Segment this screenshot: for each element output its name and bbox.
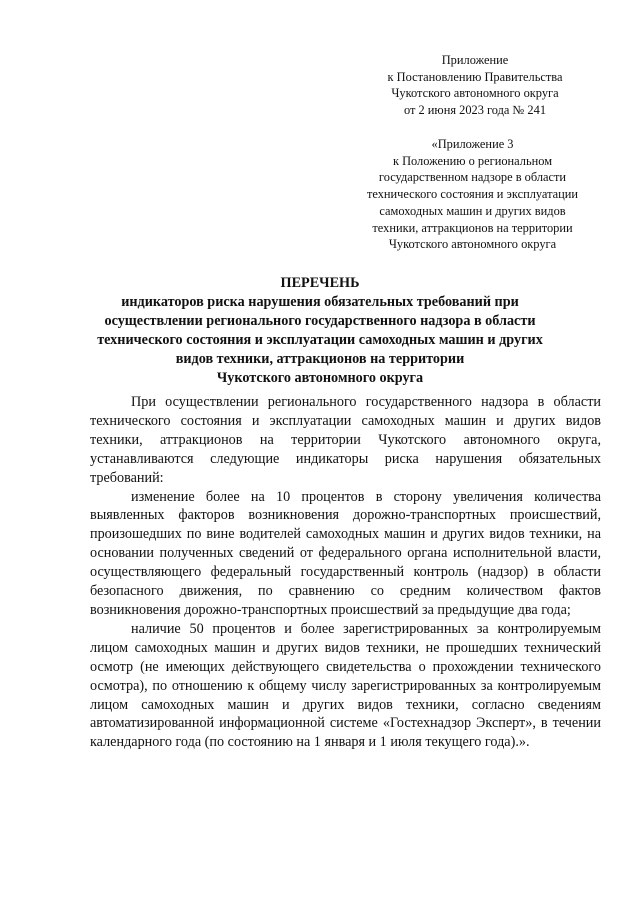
document-body	[90, 393, 601, 752]
body-paragraph: При осуществлении регионального государственного надзора в области технического состояния и эксплуатации самоходных машин и других видов техники, аттракционов на территории Чукотского автономного округа, устанавливаются следующие индикаторы риска нарушения обязательных требований:	[90, 394, 601, 486]
appendix-header-line: к Постановлению Правительства	[387, 69, 563, 84]
appendix-header	[360, 52, 590, 119]
appendix-reference	[345, 136, 600, 253]
title-line: видов техники, аттракционов на территории	[175, 351, 465, 367]
document-title	[95, 274, 545, 388]
title-heading: ПЕРЕЧЕНЬ	[280, 275, 360, 291]
body-paragraph: наличие 50 процентов и более зарегистрированных за контролируемым лицом самоходных машин и других видов техники, не прошедших технический осмотр (не имеющих действующего свидетельства о прохождении технического осмотра), по отношению к общему числу зарегистрированных за контролируемым лицом самоходных машин и других видов техники, согласно сведениям автоматизированной информационной системе «Гостехнадзор Эксперт», в течении календарного года (по состоянию на 1 января и 1 июля текущего года).».	[90, 620, 601, 751]
appendix-reference-line: к Положению о региональном	[392, 153, 553, 168]
appendix-reference-line: техники, аттракционов на территории	[372, 220, 573, 235]
title-line: индикаторов риска нарушения обязательных требований при	[121, 294, 519, 310]
appendix-header-line: от 2 июня 2023 года № 241	[403, 103, 547, 118]
body-paragraph: изменение более на 10 процентов в сторону увеличения количества выявленных факторов возникновения дорожно-транспортных происшествий, произошедших по вине водителей самоходных машин и других видов техники, на основании полученных сведений от федерального органа исполнительной власти, осуществляющего федеральный государственный контроль (надзор) в области безопасного движения, по сравнению со средним количеством фактов возникновения дорожно-транспортных происшествий за предыдущие два года;	[90, 488, 601, 618]
title-line: осуществлении регионального государственного надзора в области	[104, 313, 536, 329]
appendix-header-line: Чукотского автономного округа	[391, 86, 559, 101]
title-line: Чукотского автономного округа	[216, 370, 424, 386]
appendix-reference-line: государственном надзоре в области	[378, 170, 567, 185]
appendix-reference-line: технического состояния и эксплуатации	[366, 187, 579, 202]
appendix-reference-line: Чукотского автономного округа	[388, 237, 557, 252]
appendix-reference-line: «Приложение 3	[431, 137, 514, 151]
title-line: технического состояния и эксплуатации самоходных машин и других	[97, 332, 543, 348]
appendix-header-line: Приложение	[441, 53, 509, 67]
appendix-reference-line: самоходных машин и других видов	[379, 203, 566, 218]
